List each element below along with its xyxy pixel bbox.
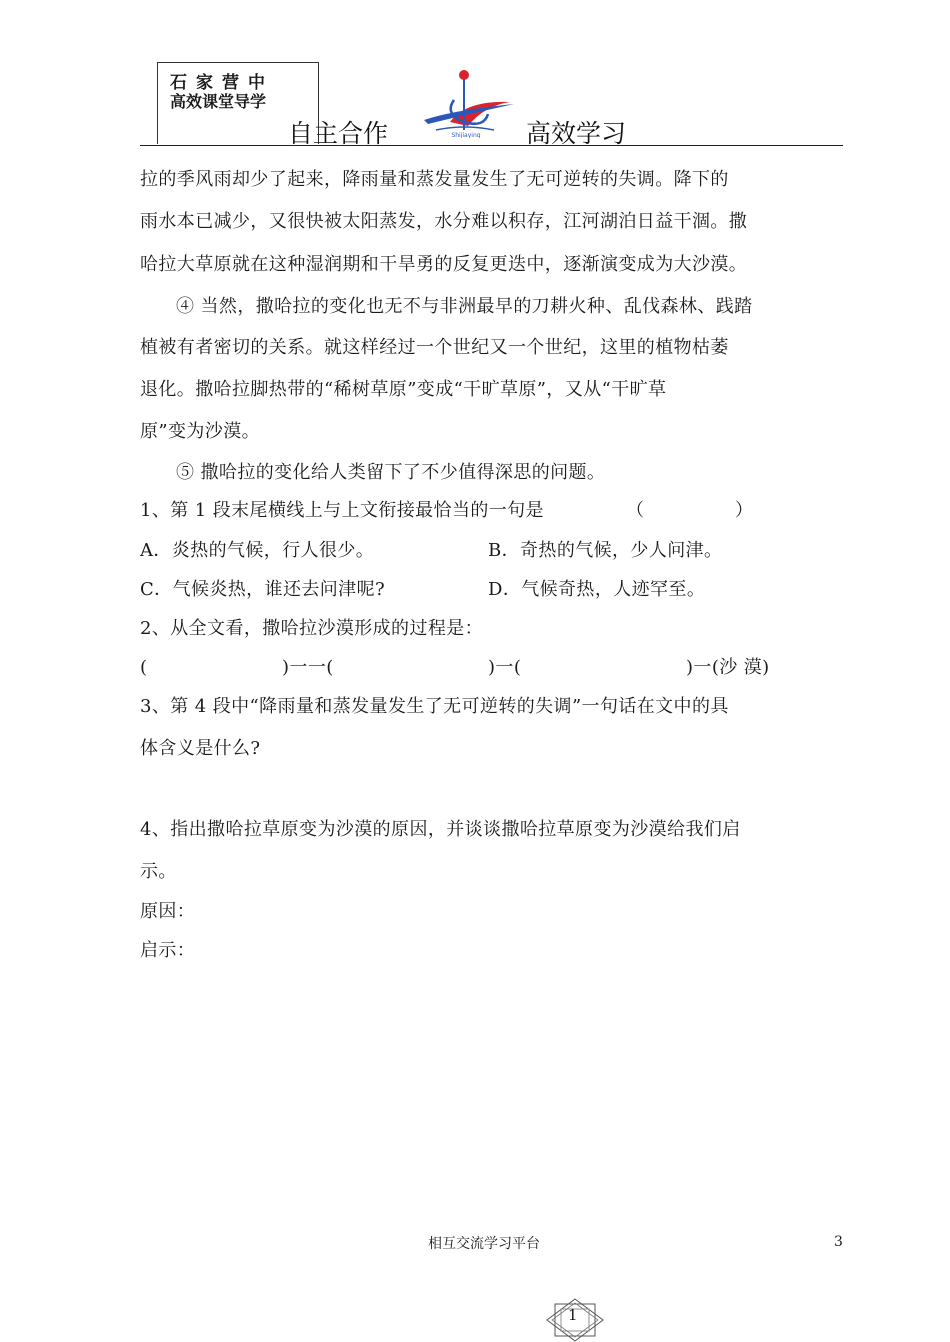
- blank-end-desert: )一(沙 漠): [686, 657, 770, 678]
- header-divider: [140, 145, 843, 146]
- option-b: B．奇热的气候，少人问津。: [488, 540, 723, 561]
- question-4-line-1: 4、指出撒哈拉草原变为沙漠的原因，并谈谈撒哈拉草原变为沙漠给我们启: [140, 819, 741, 840]
- paragraph-4-start: ④ 当然，撒哈拉的变化也无不与非洲最早的刀耕火种、乱伐森林、践踏: [176, 296, 753, 317]
- reason-label: 原因：: [140, 901, 196, 922]
- school-name: 石家营中: [170, 73, 274, 93]
- body-line: 雨水本已减少，又很快被太阳蒸发，水分难以积存，江河湖泊日益干涸。撒: [140, 211, 748, 232]
- question-3-line-1: 3、第 4 段中“降雨量和蒸发量发生了无可逆转的失调”一句话在文中的具: [140, 696, 729, 717]
- question-2: 2、从全文看，撒哈拉沙漠形成的过程是：: [140, 618, 484, 639]
- body-line: 植被有者密切的关系。就这样经过一个世纪又一个世纪，这里的植物枯萎: [140, 337, 729, 358]
- body-line: 退化。撒哈拉脚热带的“稀树草原”变成“干旷草原”，又从“干旷草: [140, 379, 667, 400]
- question-4-line-2: 示。: [140, 861, 177, 882]
- school-subtitle: 高效课堂导学: [170, 92, 267, 111]
- body-line: 原”变为沙漠。: [140, 421, 261, 442]
- body-line: 拉的季风雨却少了起来，降雨量和蒸发量发生了无可逆转的失调。降下的: [140, 169, 729, 190]
- answer-paren-close: ）: [735, 500, 754, 521]
- blank-1-open: (: [140, 657, 148, 678]
- blank-2-open: )一一(: [282, 657, 334, 678]
- question-1: 1、第 1 段末尾横线上与上文衔接最恰当的一句是: [140, 500, 544, 521]
- slogan-left: 自主合作: [288, 119, 389, 148]
- logo-text: Shijiaying: [451, 132, 481, 138]
- option-c: C．气候炎热，谁还去问津呢?: [140, 579, 386, 600]
- school-logo-icon: [414, 66, 520, 138]
- footer-text: 相互交流学习平台: [428, 1236, 540, 1252]
- question-3-line-2: 体含义是什么?: [140, 738, 261, 759]
- badge-page-number: 1: [568, 1306, 578, 1324]
- page-number: 3: [834, 1234, 843, 1250]
- body-line: 哈拉大草原就在这种湿润期和干旱勇的反复更迭中，逐渐演变成为大沙漠。: [140, 254, 748, 275]
- option-a: A．炎热的气候，行人很少。: [140, 540, 375, 561]
- answer-paren-open: （: [626, 500, 645, 521]
- blank-3-open: )一(: [488, 657, 522, 678]
- option-d: D．气候奇热，人迹罕至。: [488, 579, 706, 600]
- paragraph-5: ⑤ 撒哈拉的变化给人类留下了不少值得深思的问题。: [176, 462, 606, 483]
- slogan-right: 高效学习: [526, 119, 627, 148]
- insight-label: 启示：: [140, 940, 196, 961]
